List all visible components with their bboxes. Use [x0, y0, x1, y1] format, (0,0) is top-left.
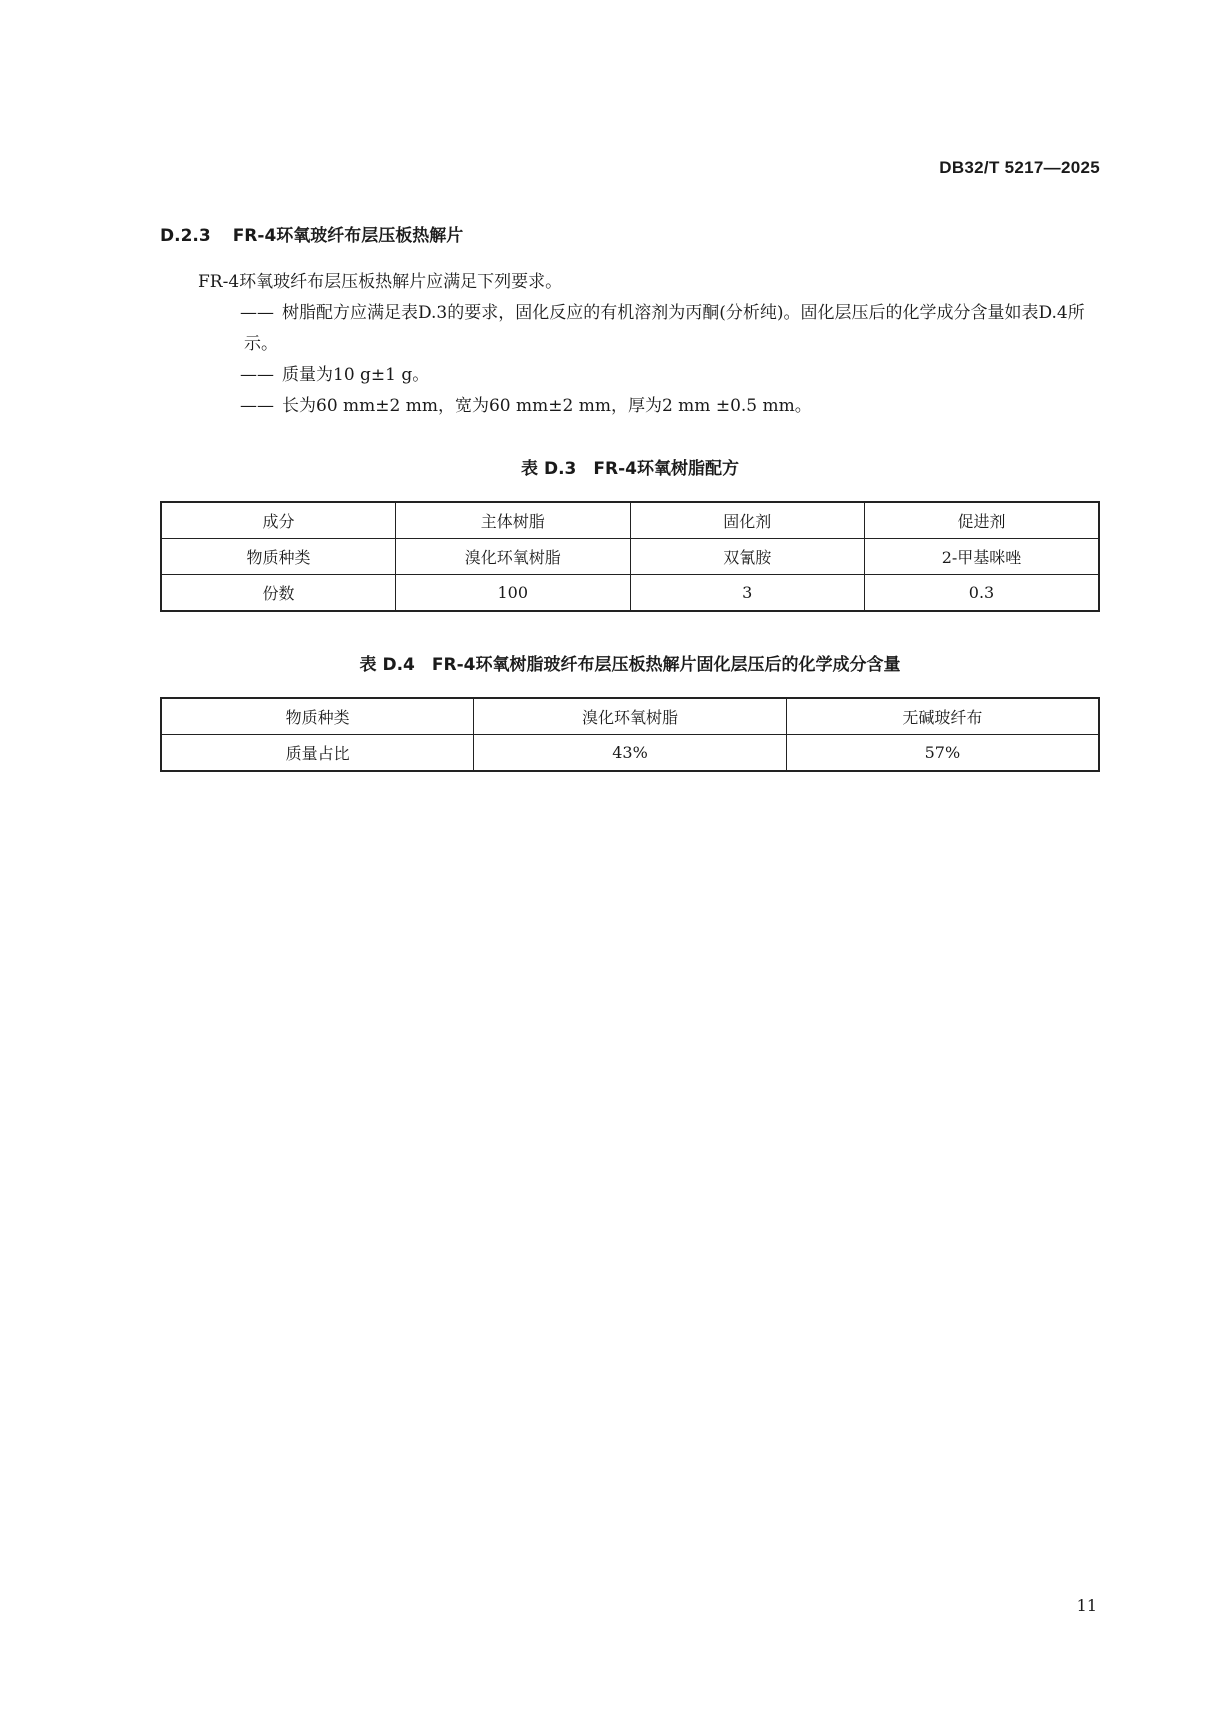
list-dash: —— — [240, 396, 274, 416]
list-item-text: 树脂配方应满足表D.3的要求，固化反应的有机溶剂为丙酮(分析纯)。固化层压后的化学成分含量如表D.4所示。 — [244, 303, 1085, 354]
table-cell: 100 — [396, 575, 631, 612]
table-cell: 0.3 — [865, 575, 1100, 612]
table-d4 — [160, 697, 1100, 772]
table-d4-caption: 表 D.4 FR-4环氧树脂玻纤布层压板热解片固化层压后的化学成分含量 — [359, 655, 901, 675]
table-cell: 促进剂 — [865, 502, 1100, 539]
table-cell: 成分 — [161, 502, 396, 539]
table-row — [161, 735, 1099, 772]
table-cell: 份数 — [161, 575, 396, 612]
list-dash: —— — [240, 365, 274, 385]
intro-paragraph: FR-4环氧玻纤布层压板热解片应满足下列要求。 — [198, 272, 563, 292]
table-d3 — [160, 501, 1100, 612]
table-cell: 质量占比 — [161, 735, 474, 772]
table-row — [161, 575, 1099, 612]
table-row — [161, 539, 1099, 575]
list-item — [160, 360, 1100, 391]
table-cell: 溴化环氧树脂 — [474, 698, 787, 735]
body-paragraphs — [160, 267, 1100, 422]
table-cell: 双氰胺 — [630, 539, 865, 575]
table-cell: 57% — [786, 735, 1099, 772]
table-row — [161, 502, 1099, 539]
table-cell: 物质种类 — [161, 539, 396, 575]
list-item-text: 质量为10 g±1 g。 — [282, 365, 430, 385]
list-item — [160, 391, 1100, 422]
list-item — [160, 298, 1100, 360]
section-title: FR-4环氧玻纤布层压板热解片 — [232, 226, 464, 246]
document-code: DB32/T 5217—2025 — [939, 158, 1100, 177]
table-cell: 物质种类 — [161, 698, 474, 735]
table-d3-caption: 表 D.3 FR-4环氧树脂配方 — [521, 459, 739, 479]
list-item-text: 长为60 mm±2 mm，宽为60 mm±2 mm，厚为2 mm ±0.5 mm。 — [282, 396, 812, 416]
table-cell: 3 — [630, 575, 865, 612]
section-number: D.2.3 — [160, 226, 211, 246]
list-dash: —— — [240, 303, 274, 323]
section-heading — [160, 221, 463, 246]
table-cell: 无碱玻纤布 — [786, 698, 1099, 735]
table-cell: 2-甲基咪唑 — [865, 539, 1100, 575]
table-cell: 固化剂 — [630, 502, 865, 539]
table-cell: 43% — [474, 735, 787, 772]
table-cell: 主体树脂 — [396, 502, 631, 539]
table-row — [161, 698, 1099, 735]
page-number: 11 — [1076, 1596, 1097, 1615]
table-cell: 溴化环氧树脂 — [396, 539, 631, 575]
